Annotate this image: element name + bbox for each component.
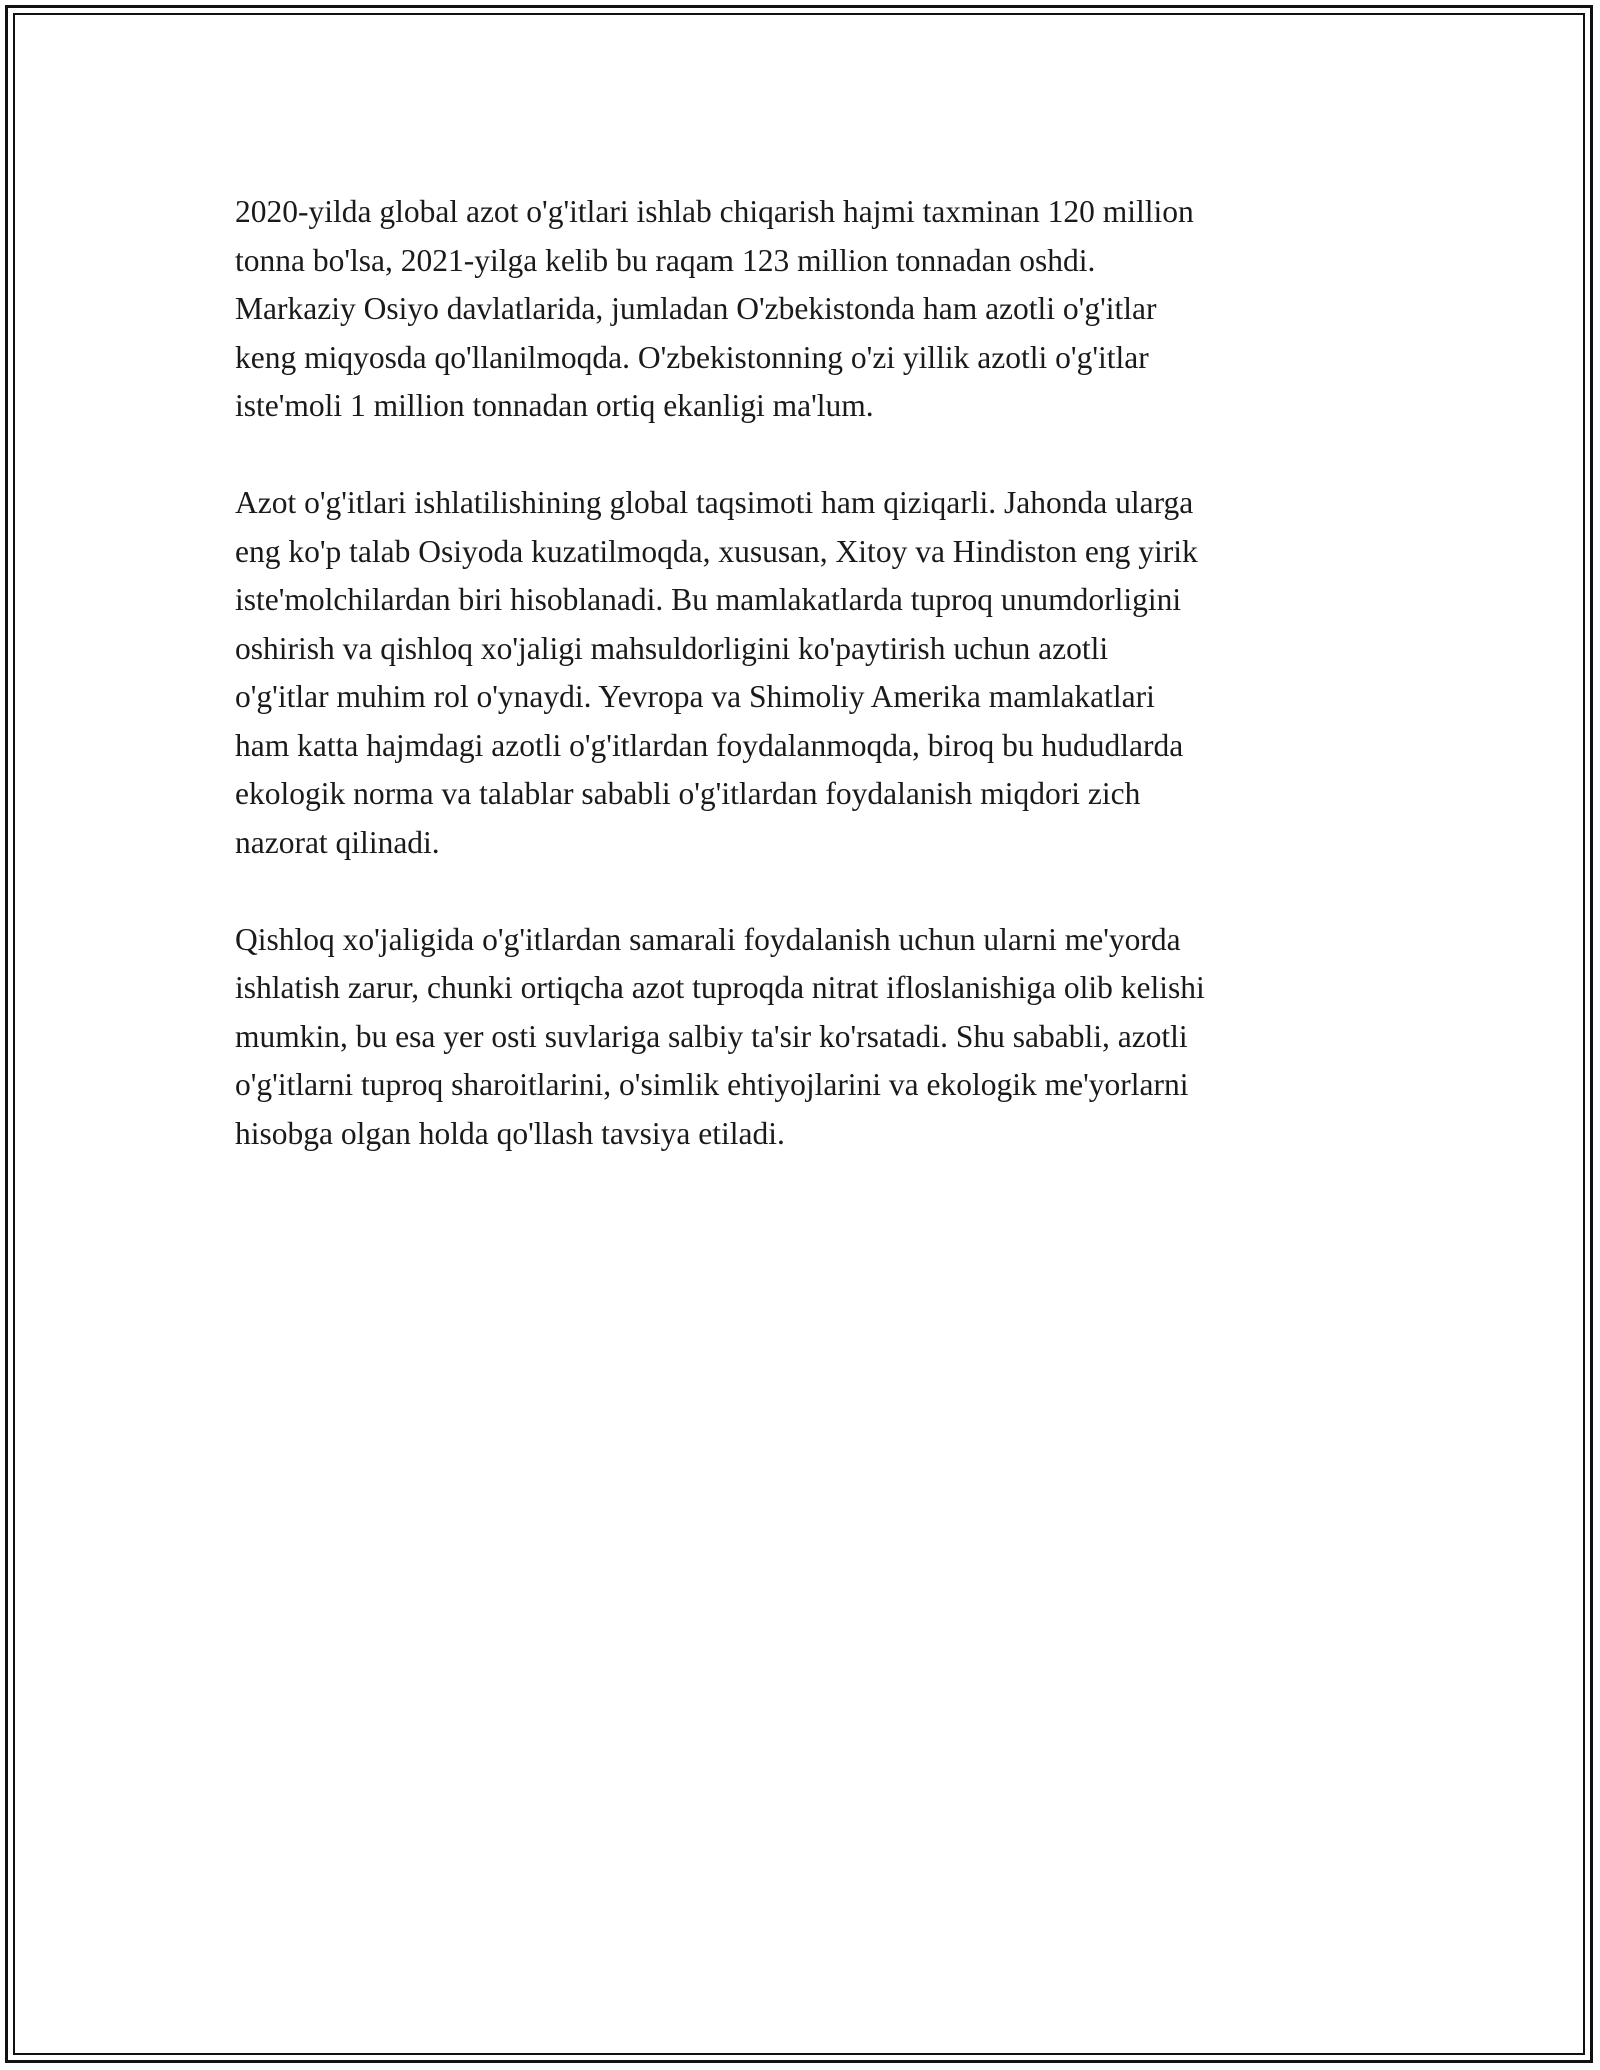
text-line: ekologik norma va talablar sababli o'g'itlardan foydalanish miqdori zich xyxy=(235,776,1141,811)
text-line: eng ko'p talab Osiyoda kuzatilmoqda, xususan, Xitoy va Hindiston eng yirik xyxy=(235,533,1198,569)
paragraph-2 xyxy=(235,479,1375,867)
text-line: Markaziy Osiyo davlatlarida, jumladan O'zbekistonda ham azotli o'g'itlar xyxy=(235,291,1157,326)
text-line: Azot o'g'itlari ishlatilishining global taqsimoti ham qiziqarli. Jahonda ularga xyxy=(235,485,1194,520)
text-line: o'g'itlarni tuproq sharoitlarini, o'simlik ehtiyojlarini va ekologik me'yorlarni xyxy=(235,1067,1189,1102)
text-line: iste'molchilardan biri hisoblanadi. Bu mamlakatlarda tuproq unumdorligini xyxy=(235,582,1182,617)
text-line: Qishloq xo'jaligida o'g'itlardan samarali foydalanish uchun ularni me'yorda xyxy=(235,921,1181,957)
document-body xyxy=(235,188,1375,1207)
text-line: ham katta hajmdagi azotli o'g'itlardan foydalanmoqda, biroq bu hududlarda xyxy=(235,727,1184,763)
paragraph-3 xyxy=(235,916,1375,1159)
text-line: mumkin, bu esa yer osti suvlariga salbiy ta'sir ko'rsatadi. Shu sababli, azotli xyxy=(235,1018,1188,1054)
text-line: iste'moli 1 million tonnadan ortiq ekanligi ma'lum. xyxy=(235,388,874,423)
paragraph-1 xyxy=(235,188,1375,431)
text-line: ishlatish zarur, chunki ortiqcha azot tuproqda nitrat ifloslanishiga olib kelishi xyxy=(235,970,1205,1005)
text-line: nazorat qilinadi. xyxy=(235,824,440,860)
text-line: 2020-yilda global azot o'g'itlari ishlab chiqarish hajmi taxminan 120 million xyxy=(235,194,1194,229)
text-line: keng miqyosda qo'llanilmoqda. O'zbekistonning o'zi yillik azotli o'g'itlar xyxy=(235,339,1149,375)
text-line: oshirish va qishloq xo'jaligi mahsuldorligini ko'paytirish uchun azotli xyxy=(235,630,1109,666)
text-line: o'g'itlar muhim rol o'ynaydi. Yevropa va Shimoliy Amerika mamlakatlari xyxy=(235,679,1155,714)
text-line: hisobga olgan holda qo'llash tavsiya etiladi. xyxy=(235,1115,785,1151)
text-line: tonna bo'lsa, 2021-yilga kelib bu raqam 123 million tonnadan oshdi. xyxy=(235,242,1096,278)
